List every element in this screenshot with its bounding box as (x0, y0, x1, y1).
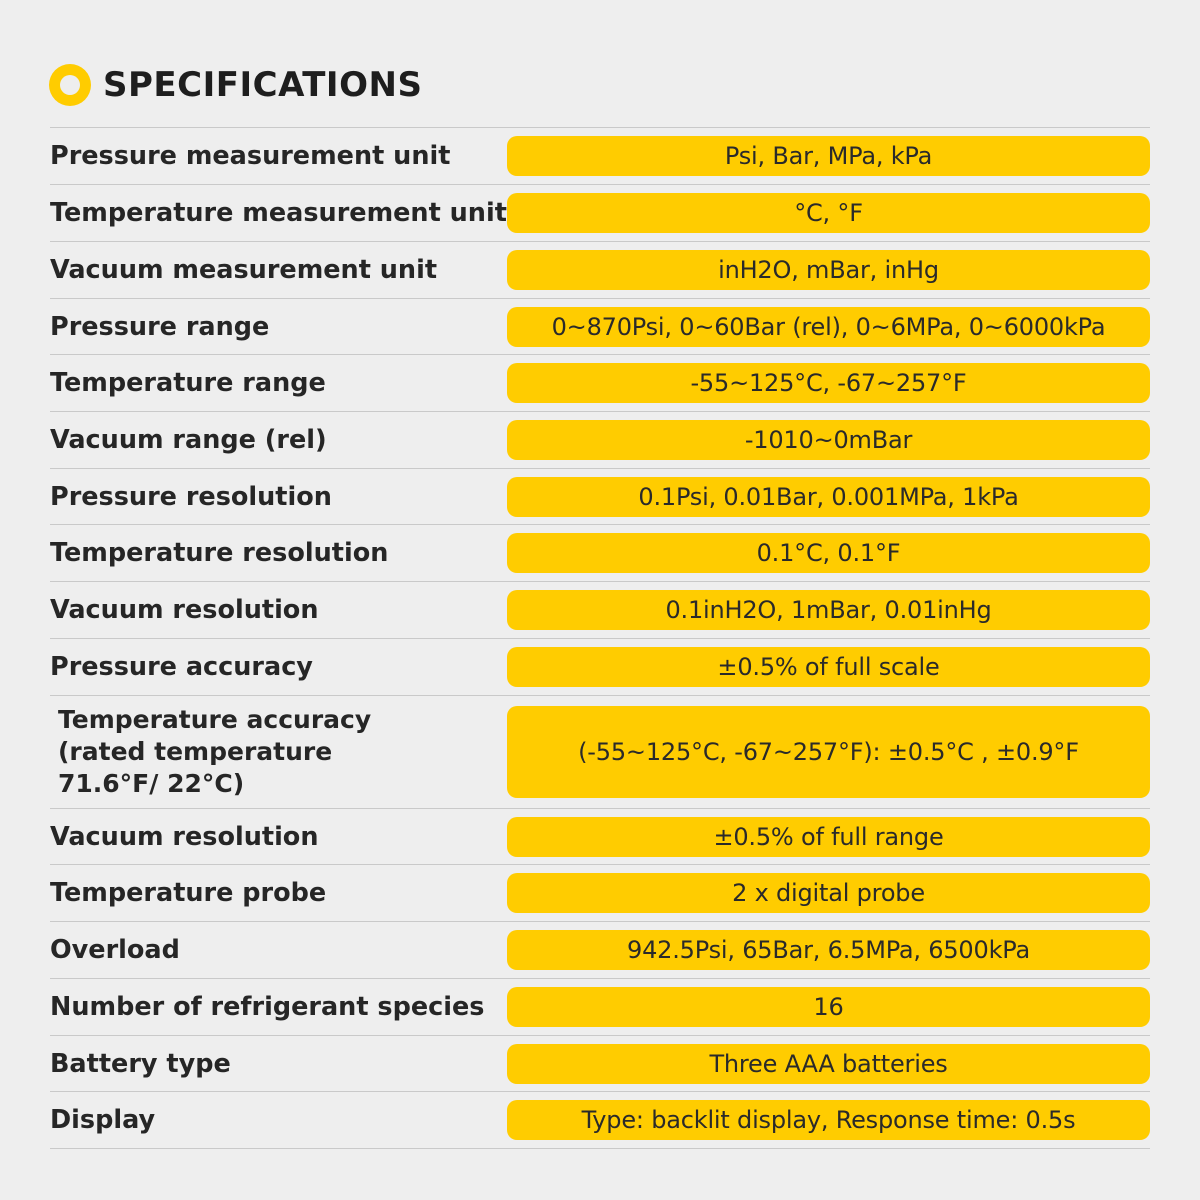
spec-row-display (50, 1092, 1150, 1149)
ring-icon (49, 64, 91, 106)
spec-label: Vacuum resolution (50, 821, 319, 852)
spec-label: Vacuum range (rel) (50, 425, 327, 455)
spec-value: (-55~125°C, -67~257°F): ±0.5°C , ±0.9°F (507, 706, 1150, 798)
spec-label: Temperature accuracy (rated temperature 71.6°F/ 22°C) (58, 705, 372, 798)
spec-label: Vacuum resolution (50, 595, 319, 625)
spec-row-battery-type (50, 1036, 1150, 1092)
spec-label: Temperature resolution (50, 538, 389, 568)
spec-row-pressure-unit (50, 128, 1150, 185)
spec-value: -1010~0mBar (507, 420, 1150, 460)
spec-label: Pressure accuracy (50, 652, 313, 682)
spec-value: ±0.5% of full scale (507, 647, 1150, 687)
spec-table (50, 127, 1150, 1149)
spec-value: 16 (507, 987, 1150, 1027)
spec-label: Temperature probe (50, 878, 327, 908)
spec-row-pressure-accuracy (50, 639, 1150, 696)
spec-value: Three AAA batteries (507, 1044, 1150, 1084)
spec-value: 2 x digital probe (507, 873, 1150, 913)
spec-label: Pressure resolution (50, 481, 332, 512)
spec-label: Temperature range (50, 368, 326, 398)
spec-row-vacuum-range (50, 412, 1150, 469)
spec-row-temperature-resolution (50, 525, 1150, 582)
spec-value: inH2O, mBar, inHg (507, 250, 1150, 290)
spec-label: Pressure range (50, 311, 270, 342)
spec-row-vacuum-unit (50, 242, 1150, 299)
spec-value: ±0.5% of full range (507, 817, 1150, 857)
spec-label: Overload (50, 935, 180, 965)
spec-value: 0.1inH2O, 1mBar, 0.01inHg (507, 590, 1150, 630)
spec-row-vacuum-accuracy (50, 809, 1150, 865)
spec-row-pressure-range (50, 299, 1150, 355)
spec-value: 942.5Psi, 65Bar, 6.5MPa, 6500kPa (507, 930, 1150, 970)
spec-value: 0~870Psi, 0~60Bar (rel), 0~6MPa, 0~6000kPa (507, 307, 1150, 347)
spec-value: 0.1Psi, 0.01Bar, 0.001MPa, 1kPa (507, 477, 1150, 517)
spec-row-pressure-resolution (50, 469, 1150, 525)
spec-label: Number of refrigerant species (50, 992, 485, 1022)
spec-value: Type: backlit display, Response time: 0.5s (507, 1100, 1150, 1140)
spec-row-temperature-probe (50, 865, 1150, 922)
spec-label: Pressure measurement unit (50, 141, 451, 171)
spec-label: Display (50, 1105, 156, 1135)
spec-value: -55~125°C, -67~257°F (507, 363, 1150, 403)
spec-row-vacuum-resolution (50, 582, 1150, 639)
spec-row-refrigerant-species (50, 979, 1150, 1036)
spec-row-temperature-range (50, 355, 1150, 412)
page-title: SPECIFICATIONS (103, 65, 423, 105)
spec-value: °C, °F (507, 193, 1150, 233)
spec-row-temperature-accuracy (50, 696, 1150, 809)
spec-value: Psi, Bar, MPa, kPa (507, 136, 1150, 176)
spec-row-temperature-unit (50, 185, 1150, 242)
spec-label: Battery type (50, 1048, 231, 1079)
spec-label: Vacuum measurement unit (50, 255, 438, 285)
spec-label: Temperature measurement unit (50, 198, 507, 228)
page-header (49, 64, 422, 106)
spec-value: 0.1°C, 0.1°F (507, 533, 1150, 573)
spec-row-overload (50, 922, 1150, 979)
